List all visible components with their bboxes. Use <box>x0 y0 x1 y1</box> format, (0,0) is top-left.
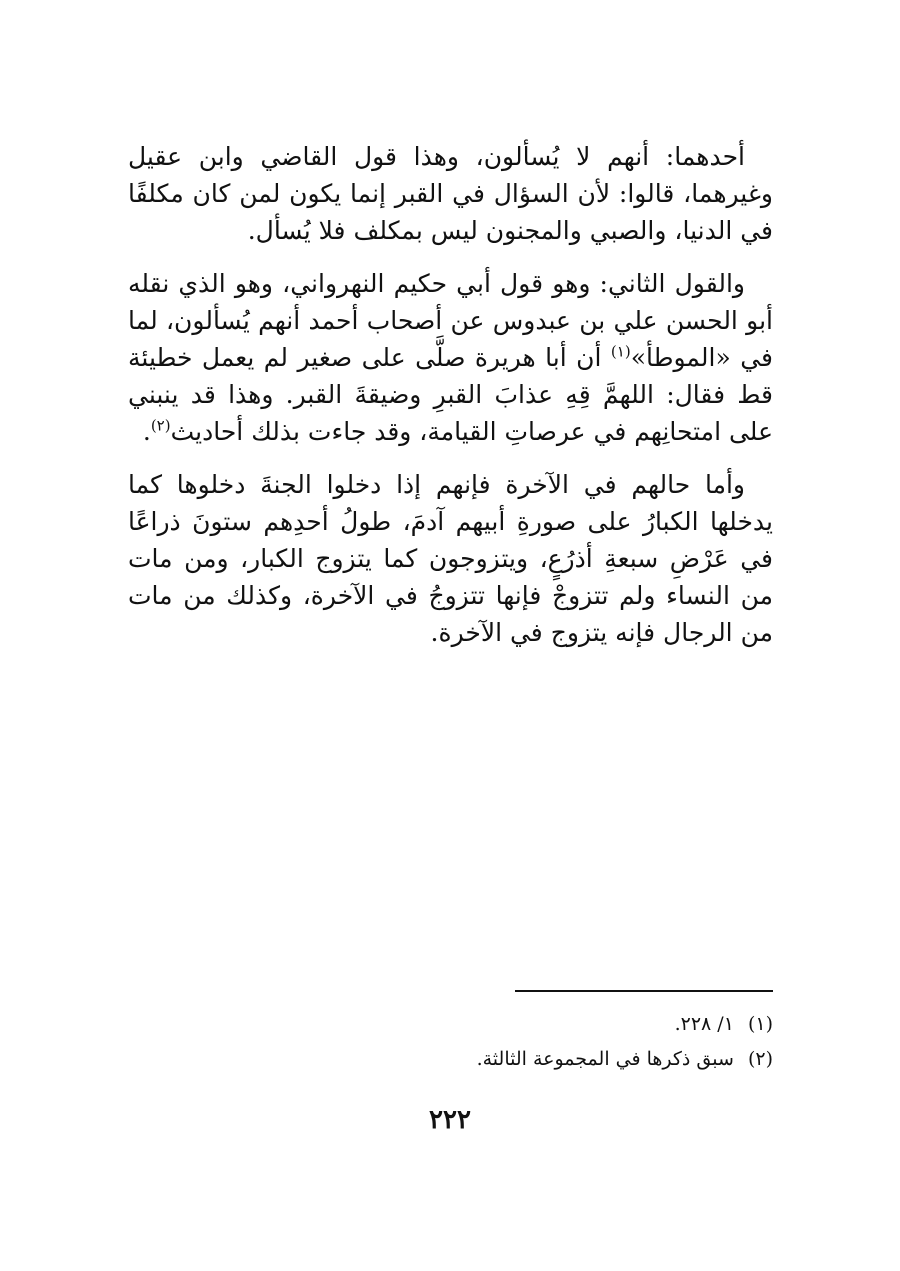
paragraph-2-text-start: والقول الثاني: وهو قول أبي حكيم النهرواني، وهو الذي نقله أبو الحسن علي بن عبدوس عن أصحاب أحمد أنهم يُسألون، لما في «الموطأ» <box>128 269 773 372</box>
footnote-ref-1[interactable]: (١) <box>610 342 631 361</box>
footnotes <box>430 1007 773 1077</box>
footnote-text: سبق ذكرها في المجموعة الثالثة. <box>476 1048 734 1070</box>
footnote-2 <box>430 1042 773 1077</box>
body-text <box>128 138 773 667</box>
footnote-text: ١/ ٢٢٨. <box>674 1013 734 1035</box>
page-number: ٢٢٢ <box>429 1105 471 1135</box>
paragraph-3: وأما حالهم في الآخرة فإنهم إذا دخلوا الجنةَ دخلوها كما يدخلها الكبارُ على صورةِ أبيهم آدمَ، طولُ أحدِهم ستونَ ذراعًا في عَرْضِ سبعةِ أذرُعٍ، ويتزوجون كما يتزوج الكبار، ومن مات من النساء ولم تتزوجْ فإنها تتزوجُ في الآخرة، وكذلك من مات من الرجال فإنه يتزوج في الآخرة. <box>128 470 773 647</box>
footnote-number: (٢) <box>747 1048 773 1070</box>
paragraph-1: أحدهما: أنهم لا يُسألون، وهذا قول القاضي وابن عقيل وغيرهما، قالوا: لأن السؤال في القبر إنما يكون لمن كان مكلفًا في الدنيا، والصبي والمجنون ليس بمكلف فلا يُسأل. <box>128 142 773 245</box>
paragraph-2 <box>128 265 773 450</box>
footnote-ref-2[interactable]: (٢) <box>150 416 171 435</box>
footnote-divider <box>515 990 773 992</box>
footnote-number: (١) <box>747 1013 773 1035</box>
paragraph-2-text-middle: أن أبا هريرة صلَّى على صغير لم يعمل خطيئة قط فقال: اللهمَّ قِهِ عذابَ القبرِ وضيقةَ القبر. وهذا قد ينبني على امتحانِهم في عرصاتِ القيامة، وقد جاءت بذلك أحاديث <box>128 343 773 446</box>
footnote-1 <box>430 1007 773 1042</box>
paragraph-2-text-end: . <box>142 417 151 446</box>
